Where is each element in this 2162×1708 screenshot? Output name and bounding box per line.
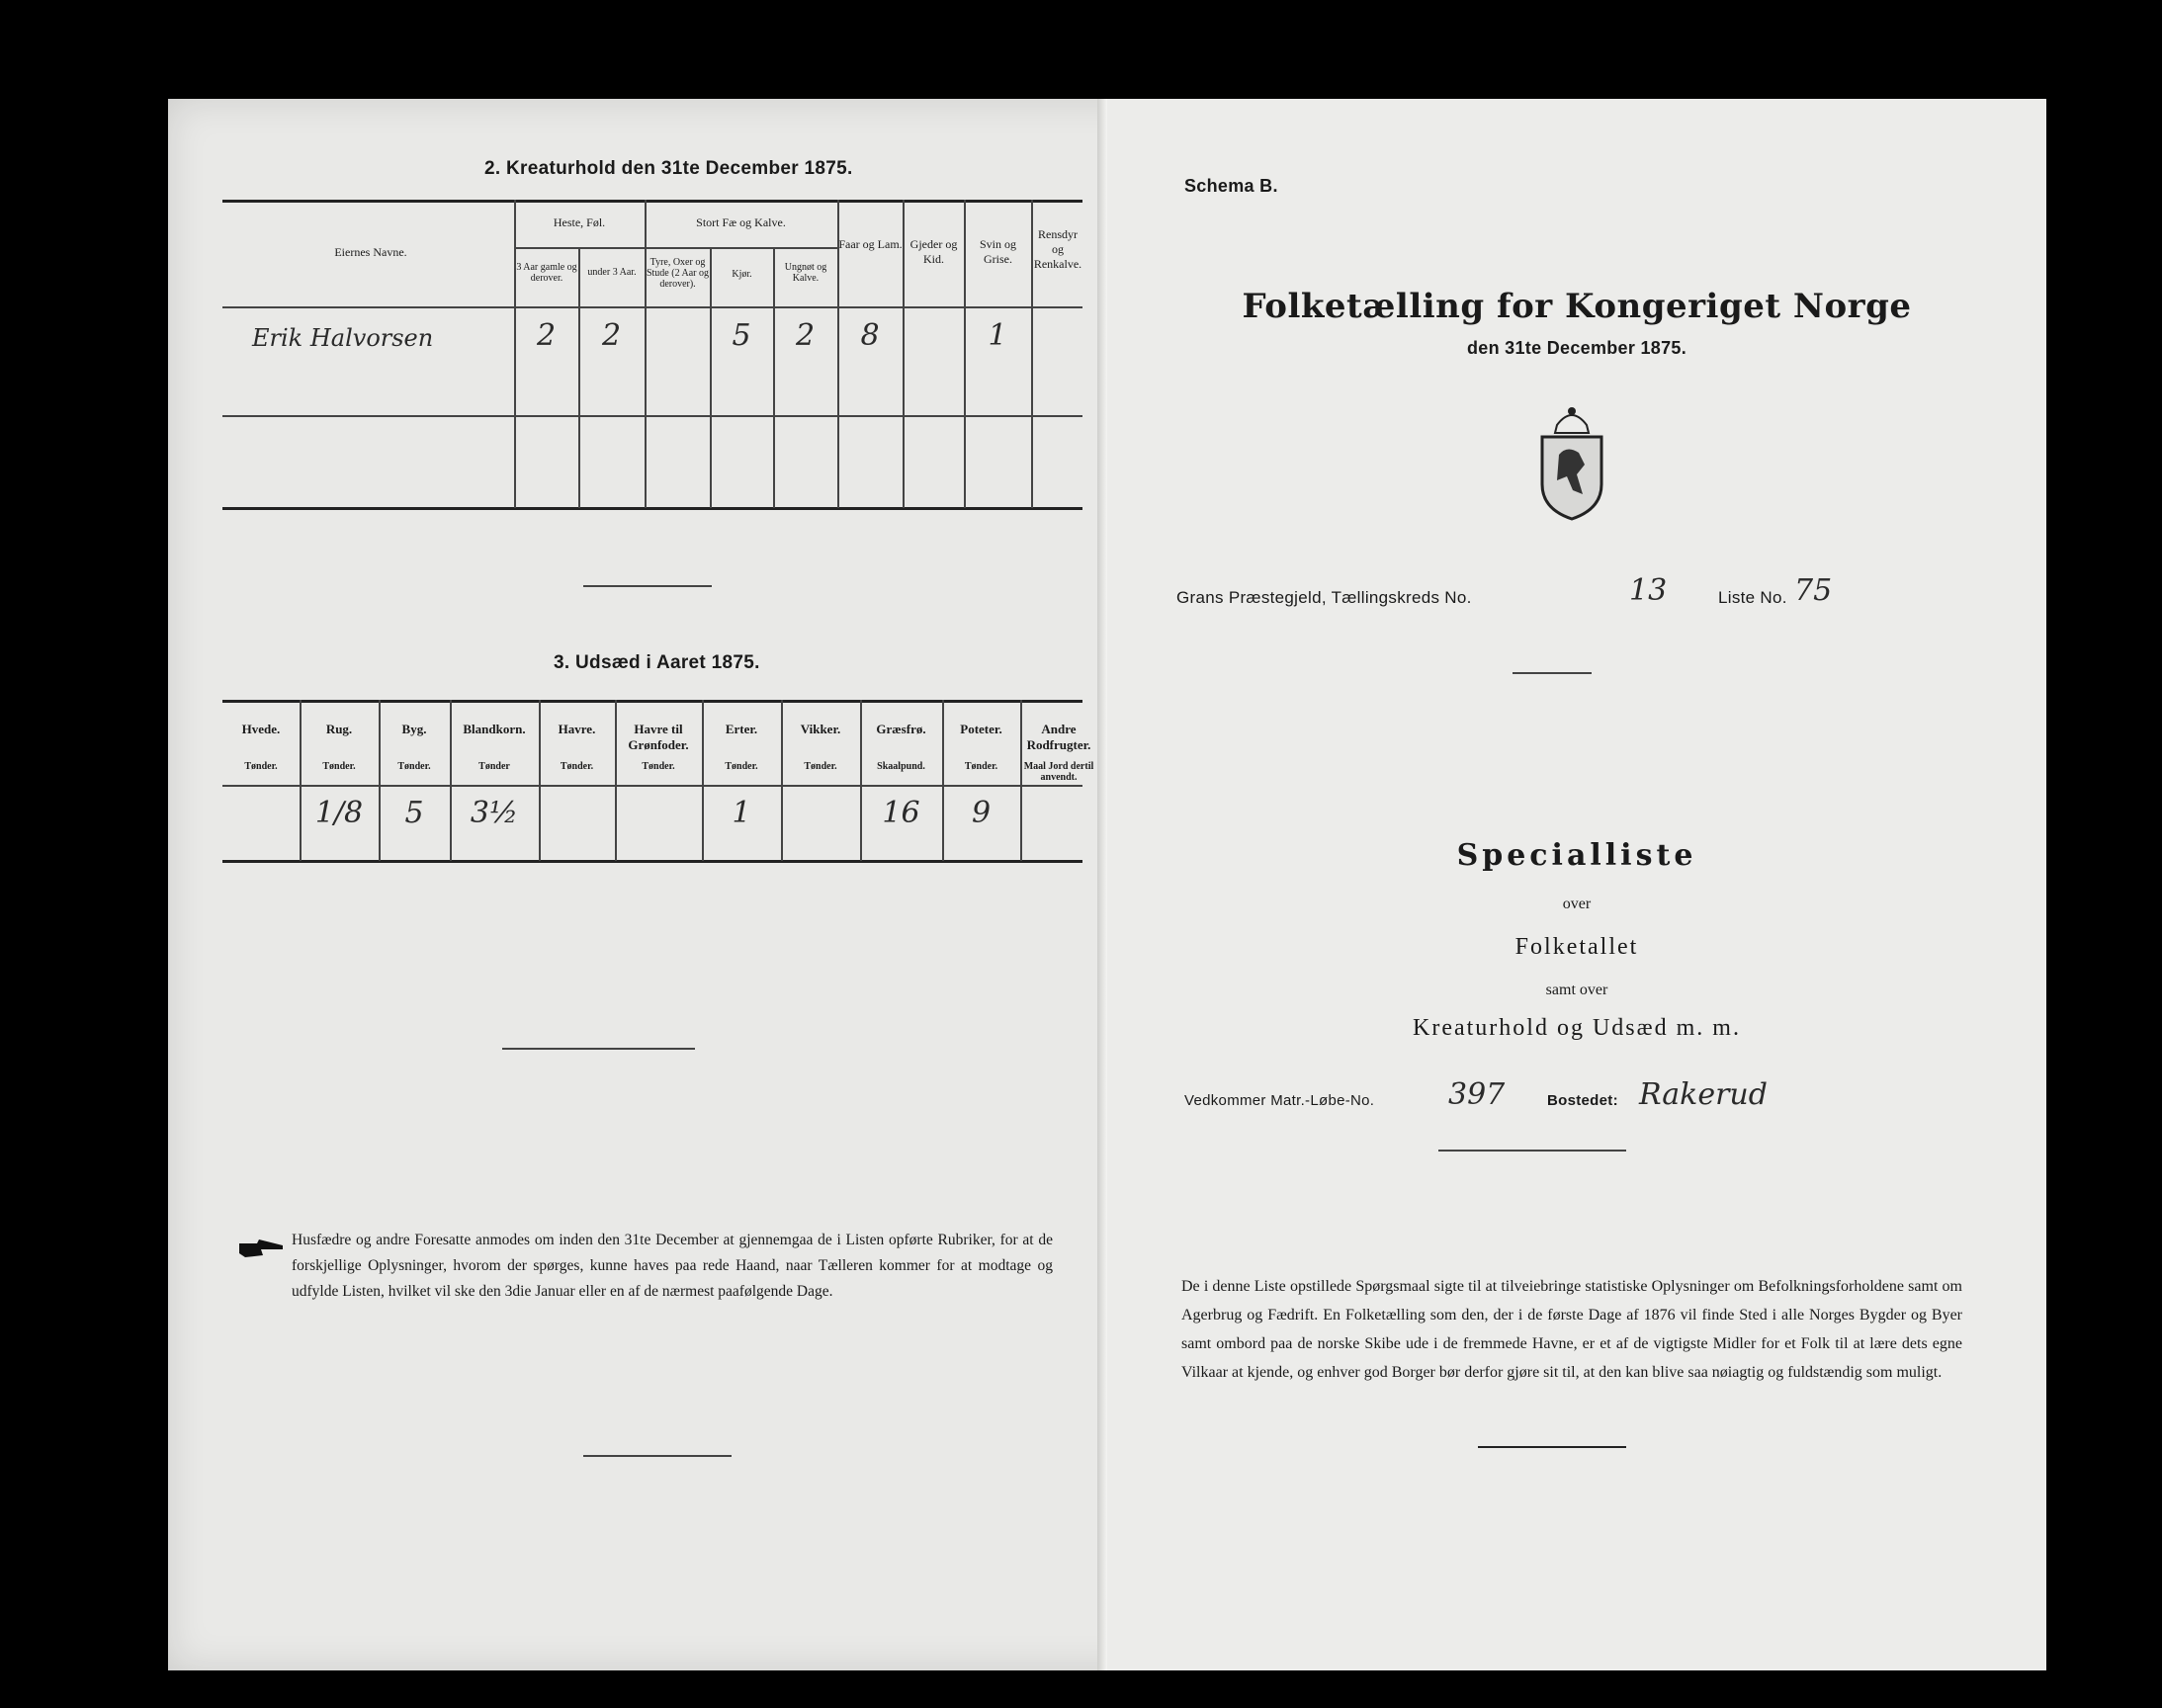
table-rule [222, 415, 1082, 417]
left-page [168, 99, 1107, 1670]
seed-column-value: 3½ [470, 796, 519, 830]
section3-title: 3. Udsæd i Aaret 1875. [554, 652, 760, 673]
seed-column-value: 5 [404, 796, 424, 830]
bosted-value: Rakerud [1639, 1077, 1768, 1112]
seed-column-value: 1 [732, 796, 751, 830]
info-paragraph: De i denne Liste opstillede Spørgsmaal sigte til at tilveiebringe statistiske Oplysninger om Befolkningsforholdene samt om Agerbrug og Fædrift. En Folketælling som den, der i de første Dage af 1876 vil finde Sted i alle Norges Bygder og Byer samt ombord paa de norske Skibe ude i de fremmede Havne, er et af de vigtigste Midler for et Folk til at lære dets egne Vilkaar at kjende, og enhver god Borger bør derfor gjøre sit til, at den kan blive saa nøiagtig og fuldstændig som muligt. [1181, 1278, 1962, 1381]
header-horses-old: 3 Aar gamle og derover. [516, 262, 577, 284]
header-reindeer: Rensdyr og Renkalve. [1033, 227, 1082, 271]
header-goats: Gjeder og Kid. [909, 237, 958, 266]
header-cattle-cows: Kjør. [732, 269, 752, 280]
samt-over-text: samt over [1545, 982, 1608, 998]
divider [583, 1455, 732, 1457]
seed-column-unit: Tønder. [964, 761, 998, 772]
seed-column-unit: Tønder. [560, 761, 594, 772]
value-pigs: 1 [988, 318, 1007, 353]
column-divider [578, 247, 580, 508]
divider [1478, 1446, 1626, 1448]
value-horses-young: 2 [601, 318, 622, 353]
seed-column-header: Hvede. [241, 722, 281, 736]
header-horses-young: under 3 Aar. [587, 267, 637, 278]
value-sheep: 8 [860, 318, 880, 353]
table-rule [222, 700, 1082, 703]
divider [583, 585, 712, 587]
bosted-label: Bostedet: [1547, 1092, 1618, 1109]
seed-column-header: Byg. [401, 722, 427, 736]
seed-column-value: 16 [882, 796, 920, 830]
matr-label: Vedkommer Matr.-Løbe-No. [1184, 1092, 1375, 1109]
table-rule [222, 507, 1082, 510]
value-cattle-young: 2 [795, 318, 816, 353]
seed-column-header: Havre til Grønfoder. [628, 722, 689, 752]
seed-column-unit: Tønder. [642, 761, 675, 772]
specialliste-heading: Specialliste [1456, 838, 1697, 873]
seed-column-header: Blandkorn. [463, 722, 526, 736]
seed-column-unit: Tønder. [804, 761, 837, 772]
table-rule [222, 785, 1082, 787]
census-date: den 31te December 1875. [1466, 338, 1687, 358]
list-label: Liste No. [1718, 588, 1787, 607]
right-page [1107, 99, 2046, 1670]
district-number: 13 [1629, 573, 1668, 608]
seed-column-unit: Tønder. [725, 761, 758, 772]
over-text: over [1562, 896, 1592, 912]
owner-name: Erik Halvorsen [252, 324, 434, 352]
seed-column-unit: Tønder. [397, 761, 431, 772]
column-divider [645, 200, 647, 508]
divider [502, 1048, 695, 1050]
seed-column-header: Erter. [725, 722, 758, 736]
folketallet-text: Folketallet [1514, 934, 1639, 960]
header-cattle-young: Ungnøt og Kalve. [784, 262, 827, 284]
seed-column-unit: Tønder. [322, 761, 356, 772]
matr-number: 397 [1448, 1077, 1506, 1112]
table-rule [222, 200, 1082, 203]
section2-title: 2. Kreaturhold den 31te December 1875. [484, 158, 853, 179]
value-horses-old: 2 [536, 318, 557, 353]
header-cattle: Stort Fæ og Kalve. [696, 215, 786, 229]
main-heading: Folketælling for Kongeriget Norge [1242, 287, 1912, 326]
notice-text: Husfædre og andre Foresatte anmodes om inden den 31te December at gjennemgaa de i Listen opførte Rubriker, for at de forskjellige Oplysninger, hvorom der spørges, kunne haves paa rede Haand, naar Tælleren kommer for at modtage og udfylde Listen, hvilket vil ske den 3die Januar eller en af de nærmest paafølgende Dage. [292, 1232, 1053, 1300]
seed-column-unit: Tønder [478, 761, 510, 772]
schema-label: Schema B. [1184, 176, 1278, 196]
seed-column-header: Rug. [325, 722, 353, 736]
table-rule [514, 247, 645, 249]
divider [1438, 1150, 1626, 1152]
seed-column-header: Poteter. [960, 722, 1002, 736]
coat-of-arms-icon [1527, 395, 1616, 524]
header-sheep: Faar og Lam. [838, 237, 903, 251]
header-horses: Heste, Føl. [553, 215, 606, 229]
seed-column-unit: Skaalpund. [877, 761, 925, 772]
header-owner: Eiernes Navne. [334, 245, 407, 259]
list-number: 75 [1794, 573, 1833, 608]
column-divider [773, 247, 775, 508]
divider [1513, 672, 1592, 674]
seed-column-header: Græsfrø. [876, 722, 926, 736]
seed-column-unit: Maal Jord dertil anvendt. [1023, 761, 1094, 783]
header-pigs: Svin og Grise. [979, 237, 1016, 266]
parish-label: Grans Præstegjeld, Tællingskreds No. [1176, 588, 1472, 607]
pointing-hand-icon [237, 1236, 287, 1261]
seed-column-value: 1/8 [314, 796, 364, 830]
kreaturhold-text: Kreaturhold og Udsæd m. m. [1413, 1015, 1741, 1041]
header-cattle-bulls: Tyre, Oxer og Stude (2 Aar og derover). [646, 257, 710, 290]
table-rule [645, 247, 837, 249]
seed-column-value: 9 [971, 796, 992, 830]
seed-column-header: Andre Rodfrugter. [1026, 722, 1091, 752]
seed-column-header: Havre. [558, 722, 596, 736]
seed-column-unit: Tønder. [244, 761, 278, 772]
value-cattle-cows: 5 [732, 318, 751, 353]
table-rule [222, 306, 1082, 308]
column-divider [514, 200, 516, 508]
column-divider [710, 247, 712, 508]
table-rule [222, 860, 1082, 863]
seed-column-header: Vikker. [800, 722, 841, 736]
